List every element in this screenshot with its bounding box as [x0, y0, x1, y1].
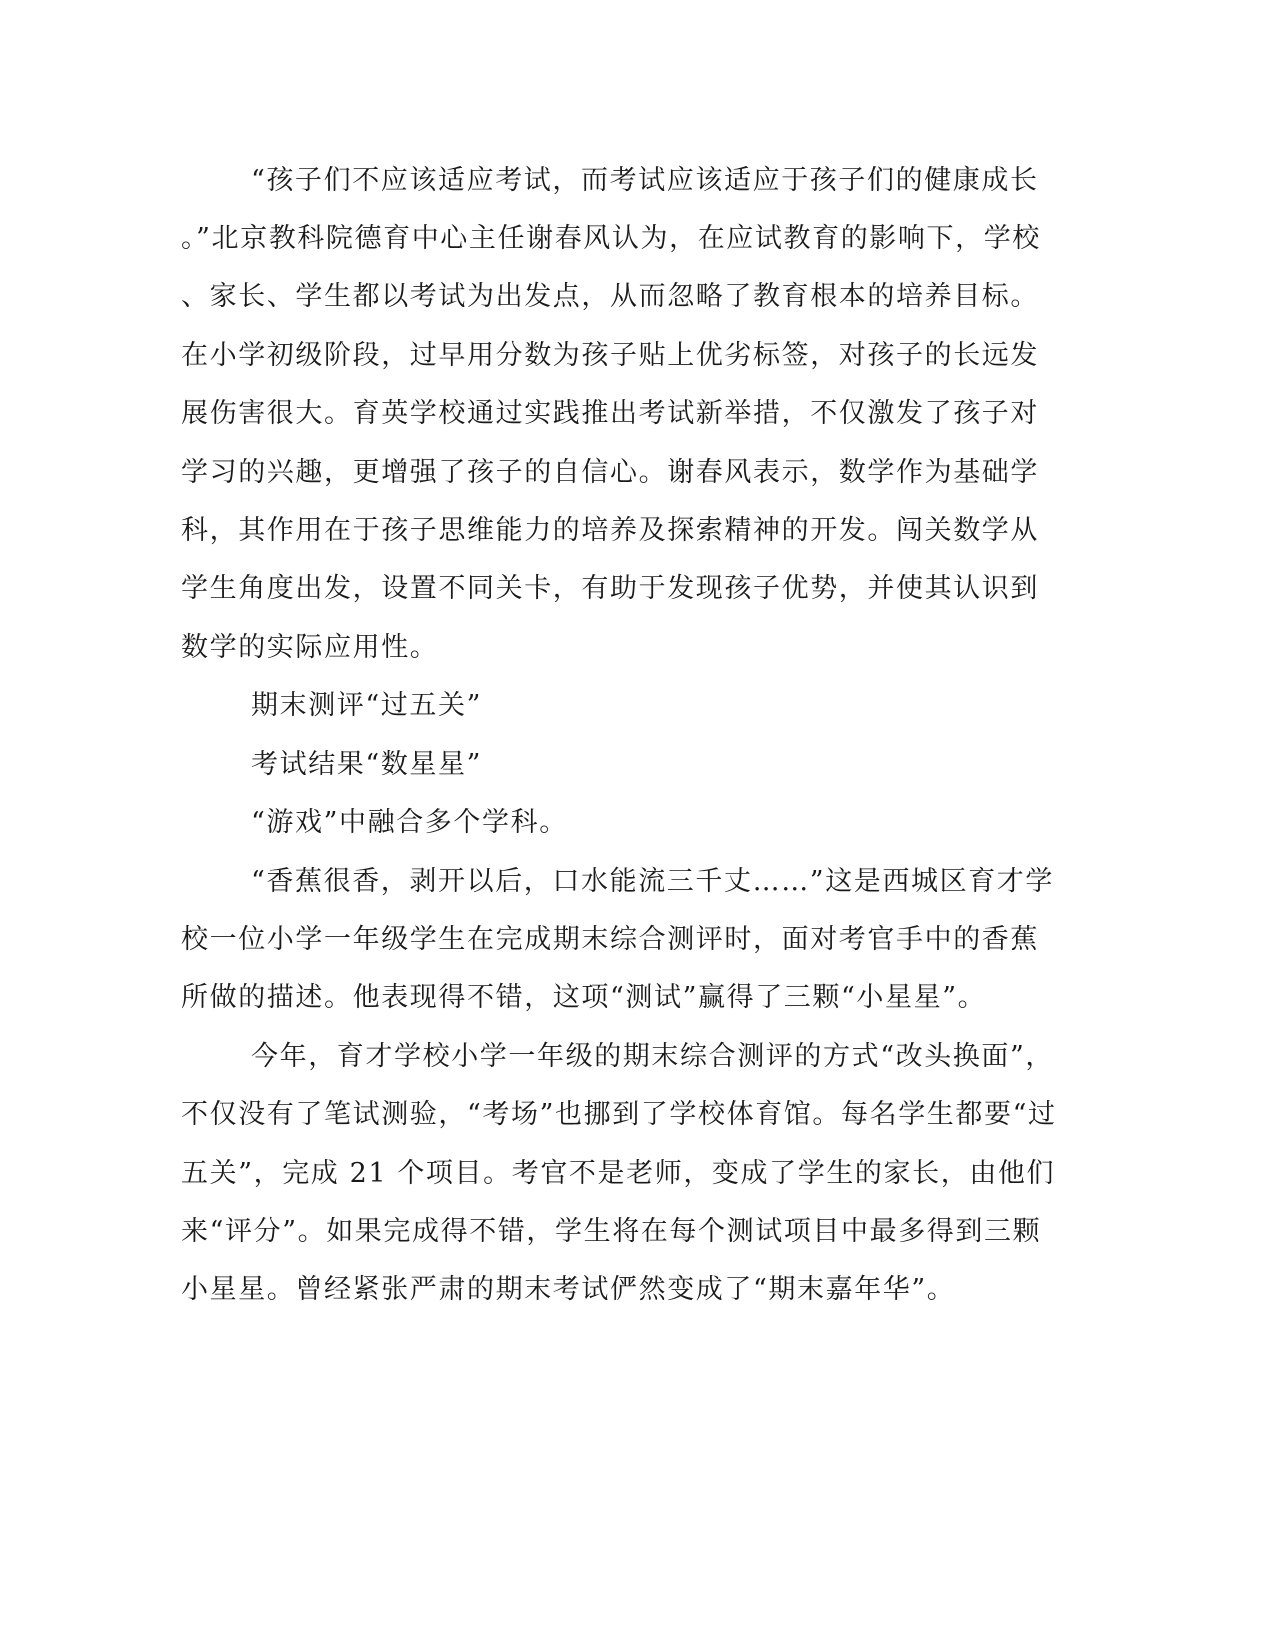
paragraph-3-line-2: 不仅没有了笔试测验，“考场”也挪到了学校体育馆。每名学生都要“过	[181, 1099, 1057, 1130]
paragraph-1-line-9: 数学的实际应用性。	[181, 632, 439, 663]
paragraph-3-line-3: 五关”，完成 21 个项目。考官不是老师，变成了学生的家长，由他们	[181, 1158, 1056, 1189]
subheading-3: “游戏”中融合多个学科。	[251, 807, 568, 838]
paragraph-1-line-2: 。”北京教科院德育中心主任谢春风认为，在应试教育的影响下，学校	[181, 223, 1041, 254]
paragraph-1-line-8: 学生角度出发，设置不同关卡，有助于发现孩子优势，并使其认识到	[181, 573, 1039, 604]
subheading-2: 考试结果“数星星”	[251, 749, 483, 780]
paragraph-1-line-6: 学习的兴趣，更增强了孩子的自信心。谢春风表示，数学作为基础学	[181, 457, 1039, 488]
paragraph-2-line-2: 校一位小学一年级学生在完成期末综合测评时，面对考官手中的香蕉	[181, 924, 1039, 955]
paragraph-1-line-3: 、家长、学生都以考试为出发点，从而忽略了教育根本的培养目标。	[181, 281, 1039, 312]
paragraph-1-line-1: “孩子们不应该适应考试，而考试应该适应于孩子们的健康成长	[251, 165, 1039, 196]
paragraph-1-line-4: 在小学初级阶段，过早用分数为孩子贴上优劣标签，对孩子的长远发	[181, 340, 1039, 371]
paragraph-3-line-4: 来“评分”。如果完成得不错，学生将在每个测试项目中最多得到三颗	[181, 1216, 1042, 1247]
subheading-1: 期末测评“过五关”	[251, 690, 483, 721]
paragraph-2-line-3: 所做的描述。他表现得不错，这项“测试”赢得了三颗“小星星”。	[181, 982, 987, 1013]
paragraph-3-line-5: 小星星。曾经紧张严肃的期末考试俨然变成了“期末嘉年华”。	[181, 1274, 956, 1305]
paragraph-3-line-1: 今年，育才学校小学一年级的期末综合测评的方式“改头换面”，	[251, 1041, 1055, 1072]
paragraph-2-line-1: “香蕉很香，剥开以后，口水能流三千丈……”这是西城区育才学	[251, 866, 1055, 897]
paragraph-1-line-7: 科，其作用在于孩子思维能力的培养及探索精神的开发。闯关数学从	[181, 515, 1039, 546]
paragraph-1-line-5: 展伤害很大。育英学校通过实践推出考试新举措，不仅激发了孩子对	[181, 398, 1039, 429]
